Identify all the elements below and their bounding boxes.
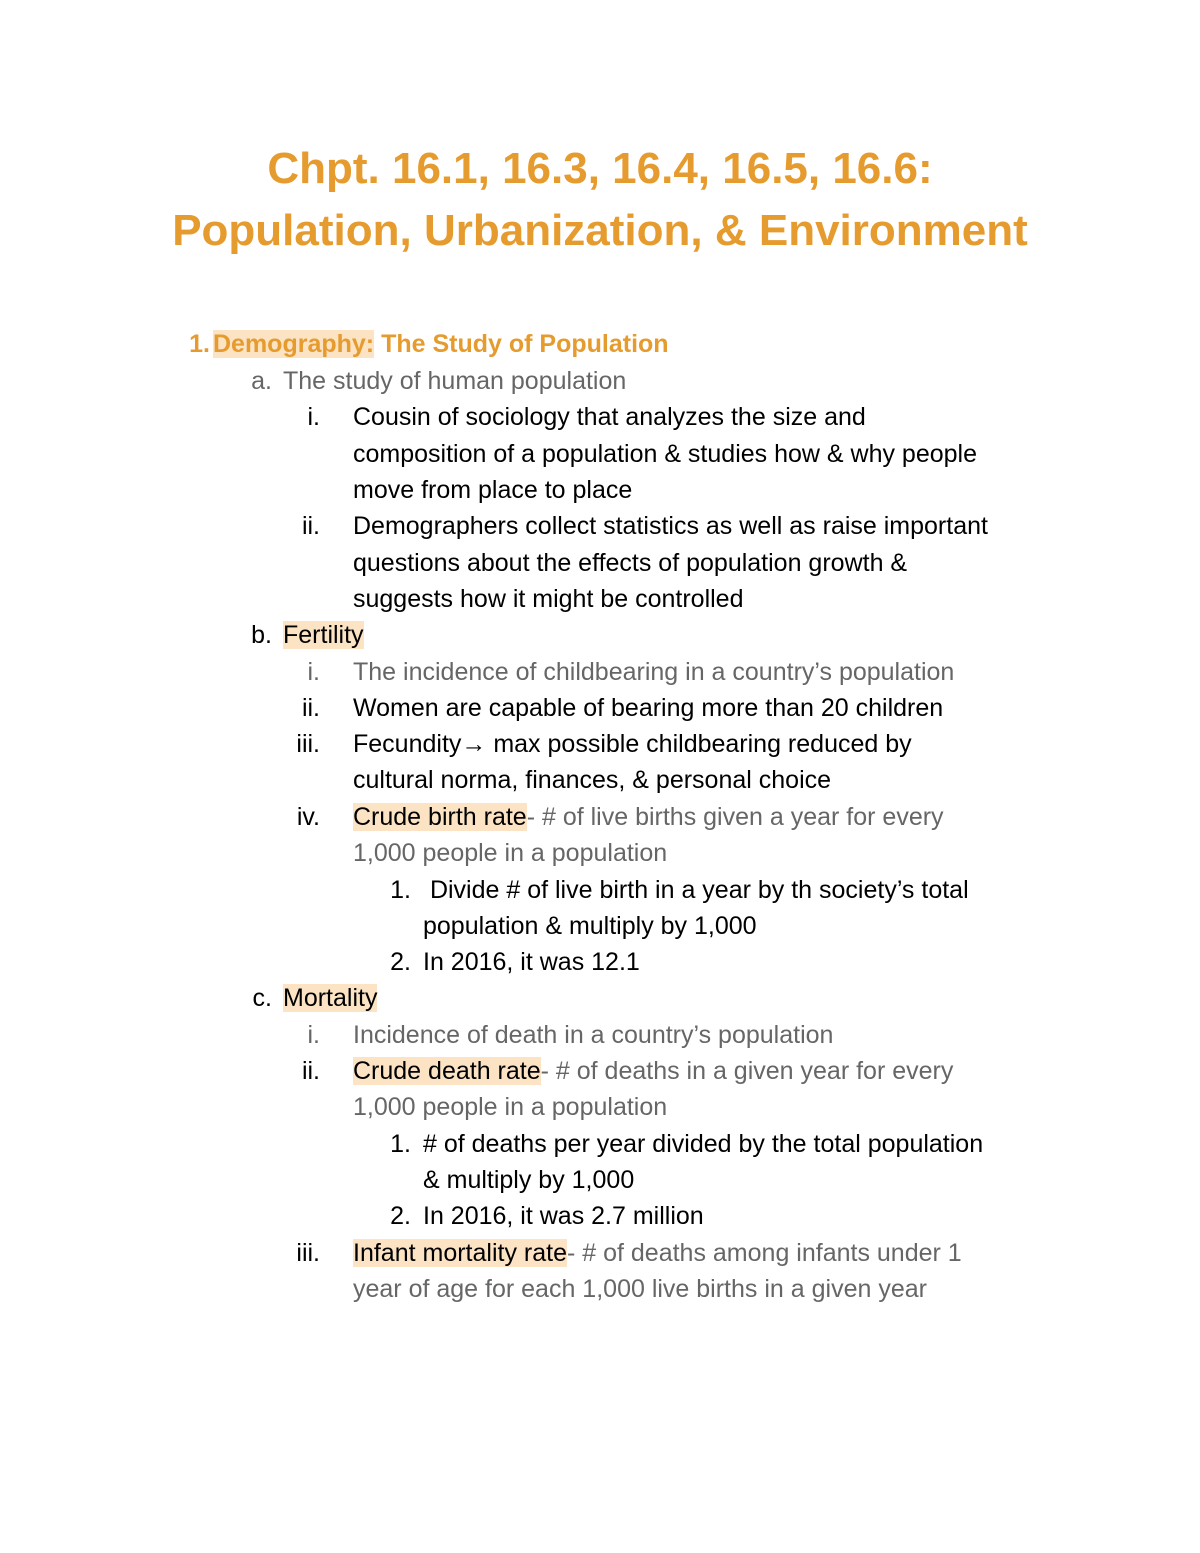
highlighted-term: Fertility <box>283 621 364 649</box>
list-marker: iii. <box>296 1239 320 1267</box>
list-marker: iii. <box>296 730 320 758</box>
list-item-line: 1,000 people in a population <box>353 839 668 867</box>
highlighted-term: Demography: <box>213 330 375 358</box>
list-marker: ii. <box>301 512 320 540</box>
highlighted-term: Crude death rate <box>353 1057 541 1085</box>
list-marker: 2. <box>390 948 411 976</box>
list-item: In 2016, it was 12.1 <box>423 948 640 976</box>
list-item: Incidence of death in a country’s population <box>353 1021 834 1049</box>
highlighted-term: Mortality <box>283 984 378 1012</box>
list-marker: ii. <box>301 1057 320 1085</box>
list-item-mortality <box>283 980 377 1016</box>
list-item-fertility <box>283 617 364 653</box>
list-marker: a. <box>251 367 272 395</box>
list-marker: i. <box>307 658 320 686</box>
list-item: The incidence of childbearing in a country’s population <box>353 658 955 686</box>
list-item-line: Fecundity→ max possible childbearing reduced by <box>353 730 912 758</box>
list-item-crude-death-rate <box>353 1053 953 1089</box>
list-item: The study of human population <box>283 367 627 395</box>
list-marker: 1. <box>390 876 411 904</box>
list-item-line: 1,000 people in a population <box>353 1093 668 1121</box>
list-item: Women are capable of bearing more than 20 children <box>353 694 944 722</box>
list-item-line: composition of a population & studies how & why people <box>353 440 977 468</box>
list-item-line: Cousin of sociology that analyzes the size and <box>353 403 866 431</box>
list-marker: c. <box>252 984 272 1012</box>
list-marker: ii. <box>301 694 320 722</box>
list-marker: 1. <box>390 1130 411 1158</box>
list-item: In 2016, it was 2.7 million <box>423 1202 704 1230</box>
highlighted-term: Crude birth rate <box>353 803 527 831</box>
list-item-infant-mortality-rate <box>353 1235 962 1271</box>
heading-text: The Study of Population <box>374 330 669 358</box>
list-item-line: population & multiply by 1,000 <box>423 912 757 940</box>
list-marker: iv. <box>296 803 320 831</box>
list-item-line: move from place to place <box>353 476 633 504</box>
list-item-line: & multiply by 1,000 <box>423 1166 635 1194</box>
list-item-line: suggests how it might be controlled <box>353 585 744 613</box>
title-line-2: Population, Urbanization, & Environment <box>172 206 1028 255</box>
list-marker: 2. <box>390 1202 411 1230</box>
section-heading-demography <box>213 326 669 362</box>
highlighted-term: Infant mortality rate <box>353 1239 567 1267</box>
list-item-line: Demographers collect statistics as well as raise important <box>353 512 988 540</box>
list-item-line: # of deaths per year divided by the total population <box>423 1130 984 1158</box>
list-marker: i. <box>307 1021 320 1049</box>
list-item-line: questions about the effects of population growth & <box>353 549 908 577</box>
list-item-line: cultural norma, finances, & personal choice <box>353 766 832 794</box>
title-line-1: Chpt. 16.1, 16.3, 16.4, 16.5, 16.6: <box>267 144 933 193</box>
definition-text: - # of deaths in a given year for every <box>540 1057 954 1085</box>
definition-text: - # of live births given a year for every <box>526 803 944 831</box>
document-title <box>0 138 1200 262</box>
list-item-crude-birth-rate <box>353 799 944 835</box>
list-item-line: Divide # of live birth in a year by th society’s total <box>423 876 969 904</box>
list-marker: b. <box>251 621 272 649</box>
definition-text: - # of deaths among infants under 1 <box>566 1239 962 1267</box>
list-marker: 1. <box>189 330 210 358</box>
list-marker: i. <box>307 403 320 431</box>
list-item-line: year of age for each 1,000 live births in a given year <box>353 1275 927 1303</box>
